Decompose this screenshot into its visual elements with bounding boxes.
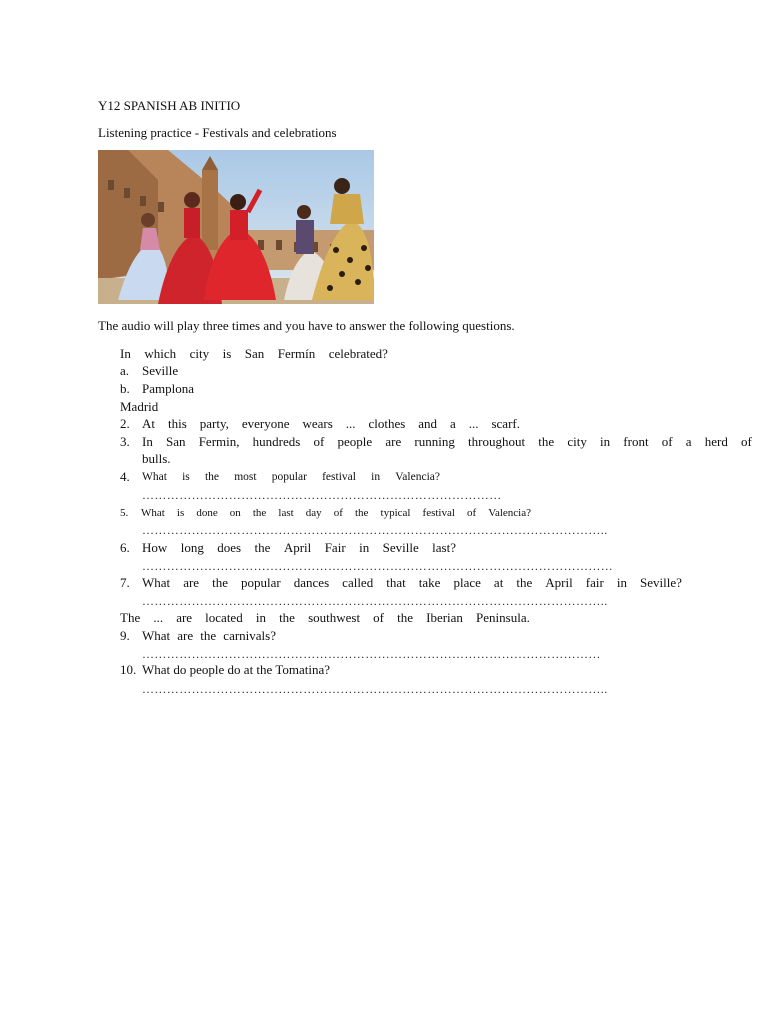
q4-number: 4. — [120, 469, 130, 484]
question-word: the — [516, 575, 533, 590]
q7-answer-line[interactable]: ………………………………………………………………………………………………….. — [142, 594, 608, 608]
q7-number: 7. — [120, 575, 130, 590]
question-word: the — [252, 507, 267, 519]
q1-word: celebrated? — [328, 346, 388, 361]
q1-option-a: Seville — [142, 363, 179, 378]
question-word: the — [279, 610, 295, 625]
question-word: in — [255, 610, 266, 625]
question-word: most — [234, 471, 257, 483]
question-word: the — [200, 628, 217, 643]
question-word: festival — [422, 507, 455, 519]
q1-word: Fermín — [277, 346, 316, 361]
question-word: ... — [468, 416, 479, 431]
q6-number: 6. — [120, 540, 130, 555]
question-word: done — [196, 507, 218, 519]
question-word: the — [212, 575, 228, 590]
question-word: herd — [704, 434, 728, 449]
question-word: What — [142, 628, 171, 643]
question-6 — [142, 540, 456, 556]
question-word: located — [205, 610, 243, 625]
instructions-text: The audio will play three times and you have to answer the following questions. — [98, 318, 515, 333]
question-5 — [141, 505, 531, 521]
question-word: are — [177, 628, 194, 643]
question-word: of — [373, 610, 385, 625]
question-word: of — [467, 507, 477, 519]
question-1 — [120, 346, 388, 362]
q10-number: 10. — [120, 662, 137, 677]
question-word: Peninsula. — [476, 610, 530, 625]
question-word: What — [141, 507, 165, 519]
course-title: Y12 SPANISH AB INITIO — [98, 98, 241, 113]
question-2 — [142, 416, 520, 432]
q2-number: 2. — [120, 416, 130, 431]
question-word: of — [741, 434, 752, 449]
question-word: San — [166, 434, 186, 449]
q3-number: 3. — [120, 434, 130, 449]
q1-extra-option: Madrid — [120, 399, 159, 414]
question-word: of — [333, 507, 343, 519]
question-word: Valencia? — [488, 507, 531, 519]
question-word: Fermin, — [198, 434, 240, 449]
question-word: in — [600, 434, 611, 449]
q9-answer-line[interactable]: ………………………………………………………………………………………………… — [142, 647, 601, 661]
q10-answer-line[interactable]: ………………………………………………………………………………………………….. — [142, 682, 608, 696]
question-word: wears — [302, 416, 333, 431]
question-word: popular — [241, 575, 281, 590]
question-word: Iberian — [426, 610, 463, 625]
question-word: The — [120, 610, 141, 625]
question-word: southwest — [308, 610, 361, 625]
question-word: carnivals? — [223, 628, 276, 643]
question-word: people — [337, 434, 373, 449]
question-word: long — [180, 540, 204, 555]
question-word: ... — [345, 416, 356, 431]
question-word: typical — [380, 507, 411, 519]
q4-answer-line[interactable]: …………………………………………………………………………… — [142, 488, 502, 502]
question-word: popular — [271, 471, 307, 483]
question-word: last — [278, 507, 294, 519]
question-word: running — [414, 434, 455, 449]
q5-number: 5. — [120, 507, 129, 519]
question-word: in — [359, 540, 370, 555]
question-word: clothes — [368, 416, 406, 431]
question-word: in — [371, 471, 381, 483]
question-3 — [142, 434, 752, 450]
q1-word: which — [144, 346, 177, 361]
question-word: last? — [432, 540, 456, 555]
question-word: the — [204, 471, 220, 483]
question-word: a — [450, 416, 456, 431]
q1-option-b-marker: b. — [120, 381, 130, 396]
question-word: ... — [153, 610, 164, 625]
question-word: front — [623, 434, 649, 449]
q1-word: is — [222, 346, 232, 361]
question-word: the — [397, 610, 414, 625]
question-word: take — [418, 575, 441, 590]
question-8 — [120, 610, 530, 626]
question-word: How — [142, 540, 168, 555]
question-word: everyone — [241, 416, 290, 431]
q1-word: In — [120, 346, 131, 361]
question-4 — [142, 469, 440, 485]
question-word: Fair — [324, 540, 346, 555]
question-word: of — [661, 434, 673, 449]
question-10: What do people do at the Tomatina? — [142, 662, 331, 677]
question-7 — [142, 575, 682, 591]
question-word: are — [385, 434, 402, 449]
question-word: of — [313, 434, 325, 449]
question-9 — [142, 628, 276, 644]
q3-line2: bulls. — [142, 451, 171, 466]
question-word: fair — [585, 575, 604, 590]
question-word: Valencia? — [395, 471, 440, 483]
question-word: What — [142, 471, 167, 483]
question-word: is — [176, 507, 185, 519]
question-word: are — [176, 610, 193, 625]
question-word: April — [283, 540, 312, 555]
question-word: At — [142, 416, 155, 431]
question-word: the — [354, 507, 369, 519]
question-word: in — [616, 575, 627, 590]
q1-option-a-marker: a. — [120, 363, 130, 378]
q1-option-b: Pamplona — [142, 381, 194, 396]
q9-number: 9. — [120, 628, 130, 643]
question-word: the — [254, 540, 271, 555]
question-word: called — [342, 575, 374, 590]
q5-answer-line[interactable]: ………………………………………………………………………………………………….. — [142, 523, 608, 537]
question-word: that — [386, 575, 406, 590]
question-word: festival — [322, 471, 356, 483]
q6-answer-line[interactable]: …………………………………………………………………………………………………… — [142, 559, 614, 573]
question-word: this — [167, 416, 187, 431]
question-word: April — [545, 575, 573, 590]
question-word: a — [685, 434, 692, 449]
question-word: scarf. — [491, 416, 520, 431]
question-word: on — [229, 507, 241, 519]
question-word: are — [183, 575, 200, 590]
question-word: Seville — [382, 540, 419, 555]
question-word: throughout — [468, 434, 526, 449]
question-word: does — [217, 540, 242, 555]
question-word: city — [567, 434, 587, 449]
q1-word: San — [244, 346, 265, 361]
question-word: the — [538, 434, 555, 449]
question-word: and — [418, 416, 438, 431]
question-word: In — [142, 434, 153, 449]
question-word: party, — [199, 416, 229, 431]
question-word: place — [453, 575, 481, 590]
question-word: at — [493, 575, 504, 590]
q1-word: city — [189, 346, 210, 361]
question-word: is — [182, 471, 190, 483]
question-word: hundreds — [252, 434, 301, 449]
question-word: What — [142, 575, 171, 590]
question-word: day — [305, 507, 322, 519]
question-word: Seville? — [639, 575, 682, 590]
worksheet-subtitle: Listening practice - Festivals and celebrations — [98, 125, 337, 140]
flamenco-dancers-photo — [98, 150, 374, 304]
question-word: dances — [293, 575, 330, 590]
